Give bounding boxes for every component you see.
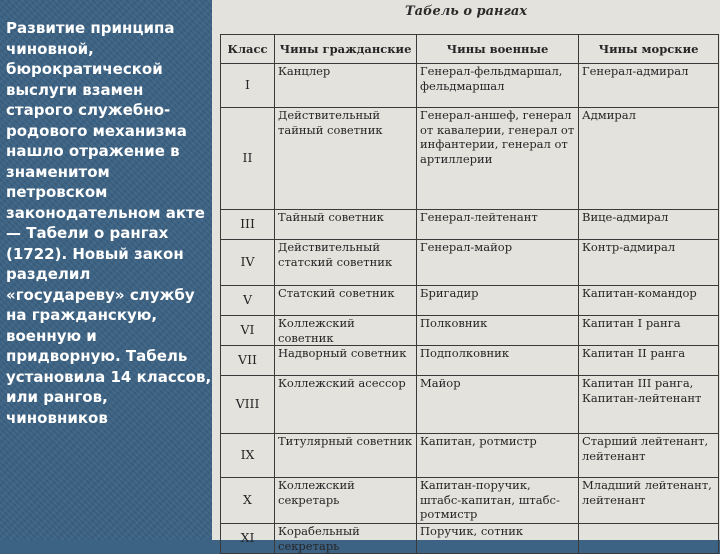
table-row [221, 64, 719, 108]
naval-rank-cell: Старший лейтенант, лейтенант [579, 434, 719, 478]
civil-rank-cell: Коллежский советник [275, 316, 417, 346]
scanned-table-image [212, 0, 720, 553]
rank-table [220, 34, 719, 554]
civil-rank-cell: Коллежский асессор [275, 376, 417, 434]
table-row [221, 286, 719, 316]
class-cell: V [221, 286, 275, 316]
naval-rank-cell: Адмирал [579, 108, 719, 210]
civil-rank-cell: Титулярный советник [275, 434, 417, 478]
slide-body-text: Развитие принципа чиновной, бюрократической выслуги взамен старого служебно-родового механизма нашло отражение в знаменитом петровском законодательном акте — Табели о рангах (1722). Новый закон разделил «государеву» службу на гражданскую, военную и придворную. Табель установила 14 классов, или рангов, чиновников [6, 19, 212, 427]
military-rank-cell: Полковник [417, 316, 579, 346]
table-row [221, 240, 719, 286]
military-rank-cell: Генерал-аншеф, генерал от кавалерии, генерал от инфантерии, генерал от артиллерии [417, 108, 579, 210]
class-cell: IX [221, 434, 275, 478]
civil-rank-cell: Канцлер [275, 64, 417, 108]
military-rank-cell: Генерал-лейтенант [417, 210, 579, 240]
class-cell: I [221, 64, 275, 108]
civil-rank-cell: Действительный статский советник [275, 240, 417, 286]
naval-rank-cell: Капитан-командор [579, 286, 719, 316]
header-civil: Чины гражданские [275, 35, 417, 64]
table-row [221, 376, 719, 434]
civil-rank-cell: Действительный тайный советник [275, 108, 417, 210]
table-row [221, 478, 719, 524]
naval-rank-cell: Генерал-адмирал [579, 64, 719, 108]
military-rank-cell: Подполковник [417, 346, 579, 376]
military-rank-cell: Генерал-фельдмаршал, фельдмаршал [417, 64, 579, 108]
military-rank-cell: Поручик, сотник [417, 524, 579, 554]
class-cell: II [221, 108, 275, 210]
military-rank-cell: Бригадир [417, 286, 579, 316]
class-cell: VI [221, 316, 275, 346]
naval-rank-cell: Капитан III ранга, Капитан-лейтенант [579, 376, 719, 434]
class-cell: III [221, 210, 275, 240]
naval-rank-cell: Вице-адмирал [579, 210, 719, 240]
class-cell: VIII [221, 376, 275, 434]
military-rank-cell: Майор [417, 376, 579, 434]
class-cell: VII [221, 346, 275, 376]
military-rank-cell: Капитан-поручик, штабс-капитан, штабс-ротмистр [417, 478, 579, 524]
civil-rank-cell: Коллежский секретарь [275, 478, 417, 524]
military-rank-cell: Генерал-майор [417, 240, 579, 286]
civil-rank-cell: Корабельный секретарь [275, 524, 417, 554]
header-naval: Чины морские [579, 35, 719, 64]
table-title: Табель о рангах [404, 4, 528, 19]
class-cell: IV [221, 240, 275, 286]
table-row [221, 316, 719, 346]
table-row [221, 108, 719, 210]
table-header-row [221, 35, 719, 64]
civil-rank-cell: Надворный советник [275, 346, 417, 376]
naval-rank-cell: Капитан I ранга [579, 316, 719, 346]
military-rank-cell: Капитан, ротмистр [417, 434, 579, 478]
naval-rank-cell: Контр-адмирал [579, 240, 719, 286]
table-row [221, 434, 719, 478]
table-row [221, 346, 719, 376]
table-row [221, 524, 719, 554]
table-row [221, 210, 719, 240]
naval-rank-cell: Младший лейтенант, лейтенант [579, 478, 719, 524]
civil-rank-cell: Тайный советник [275, 210, 417, 240]
naval-rank-cell: Капитан II ранга [579, 346, 719, 376]
civil-rank-cell: Статский советник [275, 286, 417, 316]
class-cell: X [221, 478, 275, 524]
header-class: Класс [221, 35, 275, 64]
naval-rank-cell [579, 524, 719, 554]
header-military: Чины военные [417, 35, 579, 64]
class-cell: XI [221, 524, 275, 554]
